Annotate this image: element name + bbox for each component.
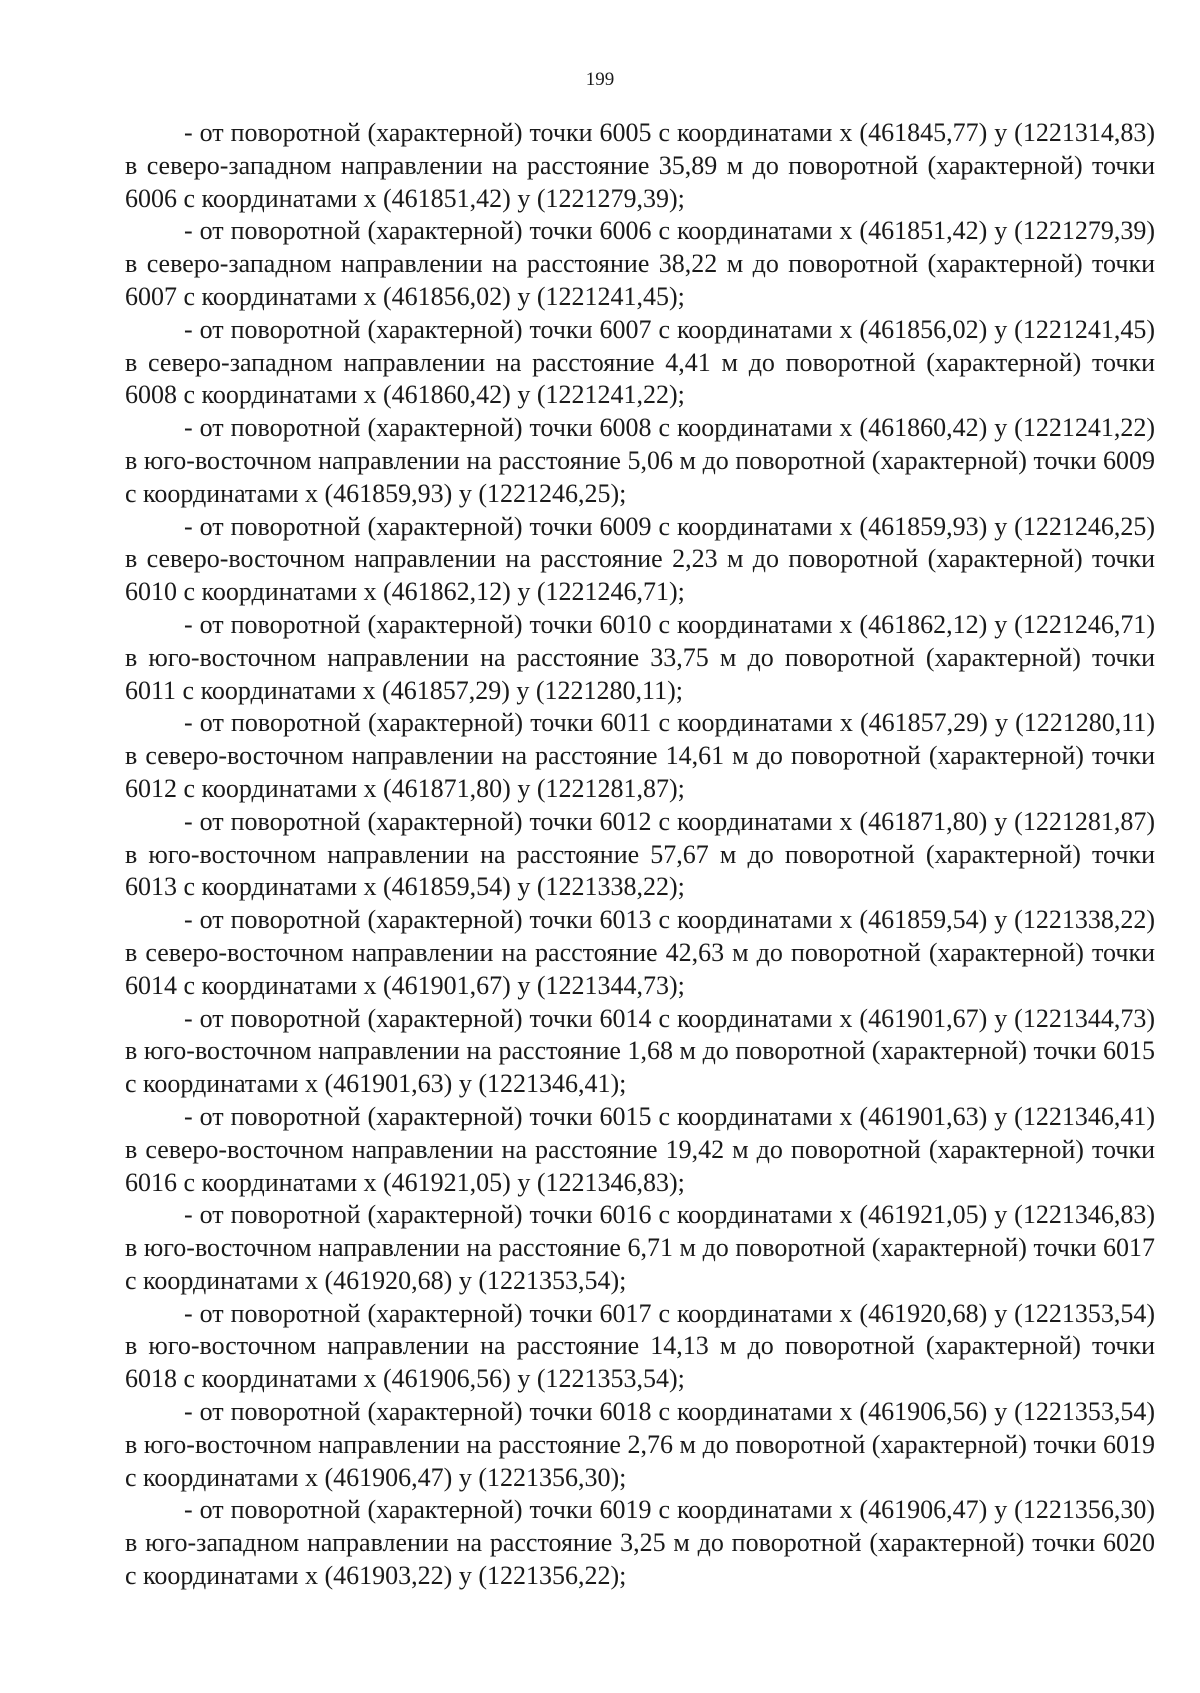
boundary-paragraph-6009: - от поворотной (характерной) точки 6009 с координатами х (461859,93) у (1221246,25) в северо-восточном направлении на расстояние 2,23 м до поворотной (характерной) точки 6010 с координатами х (461862,12) у (1221246,71); xyxy=(125,511,1155,607)
boundary-paragraph-6013: - от поворотной (характерной) точки 6013 с координатами х (461859,54) у (1221338,22) в северо-восточном направлении на расстояние 42,63 м до поворотной (характерной) точки 6014 с координатами х (461901,67) у (1221344,73); xyxy=(125,905,1155,1000)
boundary-paragraph-6014: - от поворотной (характерной) точки 6014 с координатами х (461901,67) у (1221344,73) в юго-восточном направлении на расстояние 1,68 м до поворотной (характерной) точки 6015 с координатами х (461901,63) у (1221346,41); xyxy=(125,1003,1155,1099)
boundary-paragraph-6011: - от поворотной (характерной) точки 6011 с координатами х (461857,29) у (1221280,11) в северо-восточном направлении на расстояние 14,61 м до поворотной (характерной) точки 6012 с координатами х (461871,80) у (1221281,87); xyxy=(125,708,1155,803)
boundary-paragraph-6010: - от поворотной (характерной) точки 6010 с координатами х (461862,12) у (1221246,71) в юго-восточном направлении на расстояние 33,75 м до поворотной (характерной) точки 6011 с координатами х (461857,29) у (1221280,11); xyxy=(125,609,1155,705)
boundary-paragraph-6012: - от поворотной (характерной) точки 6012 с координатами х (461871,80) у (1221281,87) в юго-восточном направлении на расстояние 57,67 м до поворотной (характерной) точки 6013 с координатами х (461859,54) у (1221338,22); xyxy=(125,806,1155,902)
boundary-paragraph-6015: - от поворотной (характерной) точки 6015 с координатами х (461901,63) у (1221346,41) в северо-восточном направлении на расстояние 19,42 м до поворотной (характерной) точки 6016 с координатами х (461921,05) у (1221346,83); xyxy=(125,1101,1155,1197)
boundary-paragraph-6005: - от поворотной (характерной) точки 6005 с координатами х (461845,77) у (1221314,83) в северо-западном направлении на расстояние 35,89 м до поворотной (характерной) точки 6006 с координатами х (461851,42) у (1221279,39); xyxy=(125,118,1155,213)
boundary-paragraph-6006: - от поворотной (характерной) точки 6006 с координатами х (461851,42) у (1221279,39) в северо-западном направлении на расстояние 38,22 м до поворотной (характерной) точки 6007 с координатами х (461856,02) у (1221241,45); xyxy=(125,216,1155,311)
boundary-paragraph-6019: - от поворотной (характерной) точки 6019 с координатами х (461906,47) у (1221356,30) в юго-западном направлении на расстояние 3,25 м до поворотной (характерной) точки 6020 с координатами х (461903,22) у (1221356,22); xyxy=(125,1495,1155,1591)
boundary-paragraph-6007: - от поворотной (характерной) точки 6007 с координатами х (461856,02) у (1221241,45) в северо-западном направлении на расстояние 4,41 м до поворотной (характерной) точки 6008 с координатами х (461860,42) у (1221241,22); xyxy=(125,314,1155,410)
boundary-paragraph-6018: - от поворотной (характерной) точки 6018 с координатами х (461906,56) у (1221353,54) в юго-восточном направлении на расстояние 2,76 м до поворотной (характерной) точки 6019 с координатами х (461906,47) у (1221356,30); xyxy=(125,1397,1155,1492)
document-body xyxy=(125,117,1155,1593)
boundary-paragraph-6008: - от поворотной (характерной) точки 6008 с координатами х (461860,42) у (1221241,22) в юго-восточном направлении на расстояние 5,06 м до поворотной (характерной) точки 6009 с координатами х (461859,93) у (1221246,25); xyxy=(125,413,1155,508)
boundary-paragraph-6016: - от поворотной (характерной) точки 6016 с координатами х (461921,05) у (1221346,83) в юго-восточном направлении на расстояние 6,71 м до поворотной (характерной) точки 6017 с координатами х (461920,68) у (1221353,54); xyxy=(125,1200,1155,1295)
boundary-paragraph-6017: - от поворотной (характерной) точки 6017 с координатами х (461920,68) у (1221353,54) в юго-восточном направлении на расстояние 14,13 м до поворотной (характерной) точки 6018 с координатами х (461906,56) у (1221353,54); xyxy=(125,1298,1155,1394)
page-number: 199 xyxy=(585,69,615,90)
